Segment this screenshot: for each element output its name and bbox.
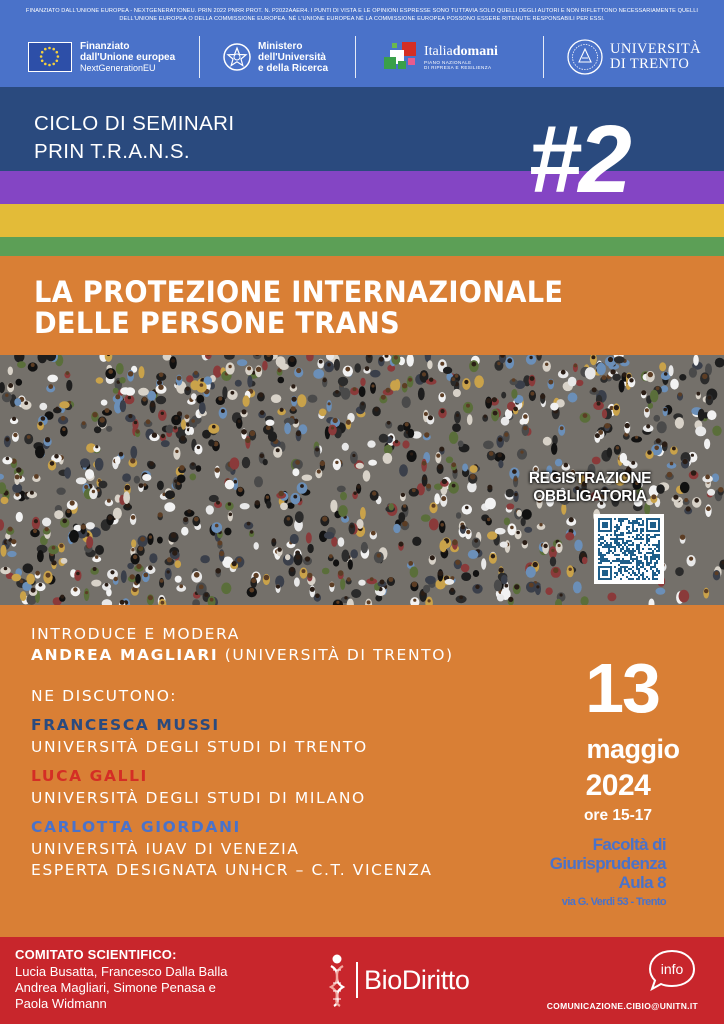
eu-logo — [28, 34, 175, 80]
eu-logo-line3: NextGenerationEU — [80, 62, 156, 73]
unitn-logo — [566, 34, 701, 80]
speaker-role: ESPERTA DESIGNATA UNHCR – C.T. VICENZA — [31, 861, 433, 879]
logo-divider — [355, 36, 356, 78]
committee-members: Paola Widmann — [15, 996, 107, 1011]
italiadomani-small-2: DI RIPRESA E RESILIENZA — [424, 65, 492, 70]
mur-logo-line2: dell'Università — [258, 51, 326, 63]
registration-label — [512, 470, 668, 506]
event-month: maggio — [586, 734, 680, 764]
speaker-affiliation: UNIVERSITÀ IUAV DI VENEZIA — [31, 840, 300, 858]
speaker-affiliation: UNIVERSITÀ DEGLI STUDI DI MILANO — [31, 789, 366, 807]
discussants-label: NE DISCUTONO: — [31, 687, 178, 705]
stripe-green — [0, 237, 724, 256]
logo-divider — [356, 962, 358, 998]
mur-logo-line3: e della Ricerca — [258, 62, 329, 74]
seminar-number: #2 — [528, 106, 629, 213]
venue-line-2: Giurisprudenza — [549, 854, 666, 873]
eu-logo-line2: dall'Unione europea — [80, 51, 176, 63]
registration-line-2: OBBLIGATORIA — [533, 488, 647, 505]
moderator — [31, 645, 454, 665]
mur-logo-line1: Ministero — [258, 40, 303, 52]
biodiritto-logo — [322, 953, 470, 1007]
event-time: ore 15-17 — [583, 807, 653, 824]
unitn-logo-line1: UNIVERSITÀ — [610, 41, 701, 57]
university-seal-icon — [566, 38, 604, 76]
committee-members: Lucia Busatta, Francesco Dalla Balla — [15, 964, 228, 979]
seminar-series-label — [34, 110, 234, 166]
title-line-2: DELLE PERSONE TRANS — [34, 306, 400, 340]
italiadomani-word-a: Italia — [424, 44, 453, 59]
venue-room: Aula 8 — [618, 873, 666, 892]
unitn-logo-line2: DI TRENTO — [610, 56, 690, 72]
funding-disclaimer: FINANZIATO DALL'UNIONE EUROPEA - NEXTGENERATIONEU. PRIN 2022 PNRR PROT. N. P2022AAER4. I PUNTI DI VISTA E LE OPINIONI ESPRESSE SONO TUTTAVIA SOLO QUELLI DEGLI AUTORI E NON RIFLETTONO NECESSARIAMENTE QUELLI DELL'UNIONE EUROPEA O DELLA COMMISSIONE EUROPEA. NÉ L'UNIONE EUROPEA NÉ LA COMMISSIONE EUROPEA POSSONO ESSERE RITENUTE RESPONSABILI PER ESSI. — [25, 8, 699, 22]
venue-line-1: Facoltà di — [592, 835, 666, 854]
contact-email[interactable]: COMUNICAZIONE.CIBIO@UNITN.IT — [546, 1001, 698, 1011]
speaker-name: CARLOTTA GIORDANI — [31, 818, 241, 836]
event-year: 2024 — [585, 769, 651, 802]
committee-title: COMITATO SCIENTIFICO: — [15, 947, 177, 962]
moderator-name: ANDREA MAGLIARI — [31, 646, 219, 664]
eu-logo-line1: Finanziato — [80, 40, 130, 52]
footer — [0, 937, 724, 1024]
logo-divider — [199, 36, 200, 78]
funding-header — [0, 0, 724, 87]
dna-figure-icon — [322, 953, 352, 1007]
speaker-name: LUCA GALLI — [31, 767, 148, 785]
eu-flag-icon — [28, 42, 72, 72]
italiadomani-mark-icon — [382, 39, 420, 75]
italiadomani-logo — [382, 34, 498, 80]
speaker-affiliation: UNIVERSITÀ DEGLI STUDI DI TRENTO — [31, 738, 368, 756]
title-line-1: LA PROTEZIONE INTERNAZIONALE — [34, 275, 564, 309]
italiadomani-word-b: domani — [452, 44, 498, 59]
intro-label: INTRODUCE E MODERA — [31, 625, 240, 643]
italian-emblem-icon — [222, 42, 252, 72]
info-speech-bubble-icon[interactable] — [646, 948, 698, 992]
committee-members: Andrea Magliari, Simone Penasa e — [15, 980, 216, 995]
series-line-2: PRIN T.R.A.N.S. — [34, 140, 190, 163]
venue-address: via G. Verdi 53 - Trento — [561, 896, 666, 908]
qr-code-icon — [598, 518, 660, 580]
speaker-name: FRANCESCA MUSSI — [31, 716, 220, 734]
registration-line-1: REGISTRAZIONE — [528, 470, 652, 487]
mur-logo — [222, 34, 328, 80]
italiadomani-small-1: PIANO NAZIONALE — [424, 60, 472, 65]
series-line-1: CICLO DI SEMINARI — [34, 112, 235, 135]
info-label: info — [660, 961, 684, 977]
biodiritto-wordmark: BioDiritto — [364, 964, 470, 995]
seminar-title — [34, 277, 563, 339]
registration-qr-code[interactable] — [594, 514, 664, 584]
event-day: 13 — [585, 649, 659, 727]
logo-divider — [543, 36, 544, 78]
moderator-affiliation: (UNIVERSITÀ DI TRENTO) — [218, 646, 454, 664]
